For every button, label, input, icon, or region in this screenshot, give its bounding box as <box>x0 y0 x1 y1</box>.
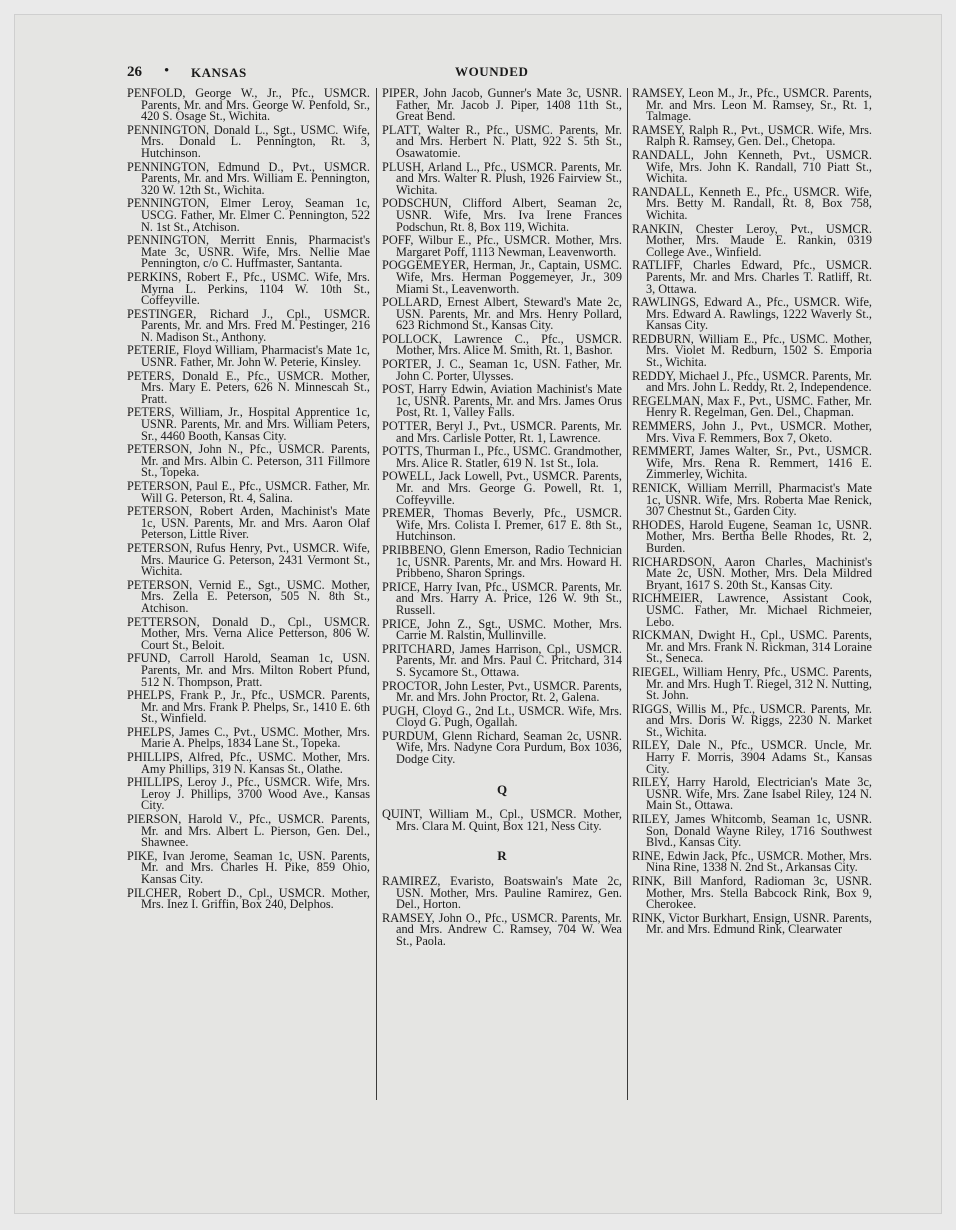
page-number: 26 <box>127 64 142 80</box>
casualty-entry: PETERSON, Rufus Henry, Pvt., USMCR. Wife, Mrs. Maurice G. Peterson, 2431 Vermont St., Wichita. <box>127 540 370 579</box>
casualty-entry: PRIBBENO, Glenn Emerson, Radio Technician 1c, USNR. Parents, Mr. and Mrs. Howard H. Pribbeno, Sharon Springs. <box>382 542 622 581</box>
casualty-entry: PILCHER, Robert D., Cpl., USMCR. Mother, Mrs. Inez I. Griffin, Box 240, Delphos. <box>127 885 370 912</box>
casualty-entry: RHODES, Harold Eugene, Seaman 1c, USNR. Mother, Mrs. Bertha Belle Rhodes, Rt. 2, Burden. <box>632 517 872 555</box>
casualty-entry: POTTS, Thurman I., Pfc., USMC. Grandmother, Mrs. Alice R. Statler, 619 N. 1st St., Iola. <box>382 444 622 470</box>
casualty-entry: RANKIN, Chester Leroy, Pvt., USMCR. Mother, Mrs. Maude E. Rankin, 0319 College Ave., Winfield. <box>632 221 872 259</box>
casualty-entry: PFUND, Carroll Harold, Seaman 1c, USN. Parents, Mr. and Mrs. Milton Robert Pfund, 512 N. Thompson, Pratt. <box>127 651 370 689</box>
casualty-entry: PRICE, Harry Ivan, Pfc., USMCR. Parents, Mr. and Mrs. Harry A. Price, 126 W. 9th St., Russell. <box>382 579 622 617</box>
casualty-entry: REDDY, Michael J., Pfc., USMCR. Parents, Mr. and Mrs. John L. Reddy, Rt. 2, Independence. <box>632 368 872 395</box>
column-divider <box>376 88 377 1100</box>
casualty-entry: RINK, Bill Manford, Radioman 3c, USNR. Mother, Mrs. Stella Babcock Rink, Box 9, Cherokee. <box>632 874 872 912</box>
casualty-entry: PETERSON, Paul E., Pfc., USMCR. Father, Mr. Will G. Peterson, Rt. 4, Salina. <box>127 479 370 505</box>
casualty-entry: PENNINGTON, Elmer Leroy, Seaman 1c, USCG. Father, Mr. Elmer C. Pennington, 522 N. 1st St., Atchison. <box>127 196 370 234</box>
casualty-entry: PERKINS, Robert F., Pfc., USMC. Wife, Mrs. Myrna L. Perkins, 1104 W. 10th St., Coffeyville. <box>127 269 370 308</box>
casualty-entry: PESTINGER, Richard J., Cpl., USMCR. Parents, Mr. and Mrs. Fred M. Pestinger, 216 N. Madison St., Anthony. <box>127 306 370 344</box>
casualty-entry: RAMIREZ, Evaristo, Boatswain's Mate 2c, USN. Mother, Mrs. Pauline Ramirez, Gen. Del., Horton. <box>382 874 622 912</box>
casualty-entry: RINK, Victor Burkhart, Ensign, USNR. Parents, Mr. and Mrs. Edmund Rink, Clearwater <box>632 910 872 937</box>
casualty-entry: POST, Harry Edwin, Aviation Machinist's Mate 1c, USNR. Parents, Mr. and Mrs. James Orus Post, Rt. 1, Valley Falls. <box>382 382 622 420</box>
casualty-entry: PHILLIPS, Alfred, Pfc., USMC. Mother, Mrs. Amy Phillips, 319 N. Kansas St., Olathe. <box>127 750 370 776</box>
casualty-entry: RILEY, James Whitcomb, Seaman 1c, USNR. Son, Donald Wayne Riley, 1716 Southwest Blvd., Kansas City. <box>632 812 872 850</box>
casualty-entry: PIKE, Ivan Jerome, Seaman 1c, USN. Parents, Mr. and Mrs. Charles H. Pike, 859 Ohio, Kansas City. <box>127 848 370 886</box>
casualty-entry: PHELPS, James C., Pvt., USMC. Mother, Mrs. Marie A. Phelps, 1834 Lane St., Topeka. <box>127 724 370 751</box>
casualty-entry: PETERSON, John N., Pfc., USMCR. Parents, Mr. and Mrs. Albin C. Peterson, 311 Fillmore St., Topeka. <box>127 442 370 480</box>
casualty-entry: PETTERSON, Donald D., Cpl., USMCR. Mother, Mrs. Verna Alice Petterson, 806 W. Court St., Beloit. <box>127 614 370 652</box>
casualty-entry: QUINT, William M., Cpl., USMCR. Mother, Mrs. Clara M. Quint, Box 121, Ness City. <box>382 807 622 833</box>
casualty-entry: RANDALL, John Kenneth, Pvt., USMCR. Wife, Mrs. John K. Randall, 710 Piatt St., Wichita. <box>632 147 872 186</box>
casualty-entry: PLUSH, Arland L., Pfc., USMCR. Parents, Mr. and Mrs. Walter R. Plush, 1926 Fairview St., Wichita. <box>382 159 622 197</box>
casualty-entry: RAMSEY, Ralph R., Pvt., USMCR. Wife, Mrs. Ralph R. Ramsey, Gen. Del., Chetopa. <box>632 122 872 149</box>
casualty-entry: POFF, Wilbur E., Pfc., USMCR. Mother, Mrs. Margaret Poff, 1113 Newman, Leavenworth. <box>382 233 622 259</box>
casualty-entry: RICHARDSON, Aaron Charles, Machinist's Mate 2c, USN. Mother, Mrs. Dela Mildred Bryant, 1617 S. 20th St., Kansas City. <box>632 554 872 592</box>
casualty-entry: PIPER, John Jacob, Gunner's Mate 3c, USNR. Father, Mr. Jacob J. Piper, 1408 11th St., Great Bend. <box>382 88 622 124</box>
casualty-entry: PLATT, Walter R., Pfc., USMC. Parents, Mr. and Mrs. Herbert N. Platt, 922 S. 5th St., Osawatomie. <box>382 122 622 160</box>
casualty-entry: REDBURN, William E., Pfc., USMC. Mother, Mrs. Violet M. Redburn, 1502 S. Emporia St., Wichita. <box>632 331 872 370</box>
casualty-entry: PENFOLD, George W., Jr., Pfc., USMCR. Parents, Mr. and Mrs. George W. Penfold, Sr., 420 S. Osage St., Wichita. <box>127 88 370 124</box>
casualty-entry: REMMERT, James Walter, Sr., Pvt., USMCR. Wife, Mrs. Rena R. Remmert, 1416 E. Zimmerley, Wichita. <box>632 444 872 482</box>
state-title: KANSAS <box>191 65 247 80</box>
casualty-entry: PREMER, Thomas Beverly, Pfc., USMCR. Wife, Mrs. Colista I. Premer, 617 E. 8th St., Hutchinson. <box>382 506 622 544</box>
column-left <box>127 88 370 1103</box>
casualty-entry: POTTER, Beryl J., Pvt., USMCR. Parents, Mr. and Mrs. Carlisle Potter, Rt. 1, Lawrence. <box>382 419 622 445</box>
section-letter-q: Q <box>496 781 508 797</box>
casualty-entry: PROCTOR, John Lester, Pvt., USMCR. Parents, Mr. and Mrs. John Proctor, Rt. 2, Galena. <box>382 678 622 705</box>
casualty-entry: PETERS, William, Jr., Hospital Apprentice 1c, USNR. Parents, Mr. and Mrs. William Peters, Sr., 4460 Booth, Kansas City. <box>127 405 370 443</box>
casualty-entry: RIGGS, Willis M., Pfc., USMCR. Parents, Mr. and Mrs. Doris W. Riggs, 2230 N. Market St., Wichita. <box>632 701 872 739</box>
casualty-entry: POWELL, Jack Lowell, Pvt., USMCR. Parents, Mr. and Mrs. George G. Powell, Rt. 1, Coffeyville. <box>382 469 622 507</box>
casualty-entry: PETERIE, Floyd William, Pharmacist's Mate 1c, USNR. Father, Mr. John W. Peterie, Kinsley. <box>127 343 370 370</box>
casualty-entry: REMMERS, John J., Pvt., USMCR. Mother, Mrs. Viva F. Remmers, Box 7, Oketo. <box>632 419 872 445</box>
casualty-entry: RICHMEIER, Lawrence, Assistant Cook, USMC. Father, Mr. Michael Richmeier, Lebo. <box>632 591 872 629</box>
casualty-entry: RAMSEY, Leon M., Jr., Pfc., USMCR. Parents, Mr. and Mrs. Leon M. Ramsey, Sr., Rt. 1, Talmage. <box>632 88 872 124</box>
column-right <box>632 88 872 1103</box>
casualty-entry: PRICE, John Z., Sgt., USMC. Mother, Mrs. Carrie M. Ralstin, Mullinville. <box>382 616 622 643</box>
casualty-entry: PETERS, Donald E., Pfc., USMCR. Mother, Mrs. Mary E. Peters, 626 N. Minnescah St., Pratt. <box>127 368 370 406</box>
casualty-entry: POLLARD, Ernest Albert, Steward's Mate 2c, USN. Parents, Mr. and Mrs. Henry Pollard, 623 Richmond St., Kansas City. <box>382 295 622 333</box>
casualty-entry: PENNINGTON, Edmund D., Pvt., USMCR. Parents, Mr. and Mrs. William E. Pennington, 320 W. 12th St., Wichita. <box>127 159 370 197</box>
column-middle <box>382 88 622 1103</box>
casualty-entry: RINE, Edwin Jack, Pfc., USMCR. Mother, Mrs. Nina Rine, 1338 N. 2nd St., Arkansas City. <box>632 848 872 875</box>
section-title: WOUNDED <box>455 64 529 79</box>
bullet-separator: • <box>164 63 170 79</box>
casualty-entry: PIERSON, Harold V., Pfc., USMCR. Parents, Mr. and Mrs. Albert L. Pierson, Gen. Del., Shawnee. <box>127 812 370 850</box>
casualty-entry: PHELPS, Frank P., Jr., Pfc., USMCR. Parents, Mr. and Mrs. Frank P. Phelps, Sr., 1410 E. 6th St., Winfield. <box>127 688 370 726</box>
casualty-entry: PRITCHARD, James Harrison, Cpl., USMCR. Parents, Mr. and Mrs. Paul C. Pritchard, 314 S. Sycamore St., Ottawa. <box>382 641 622 679</box>
column-divider <box>627 88 628 1100</box>
casualty-entry: PETERSON, Vernid E., Sgt., USMC. Mother, Mrs. Zella E. Peterson, 505 N. 8th St., Atchison. <box>127 577 370 615</box>
casualty-entry: RAWLINGS, Edward A., Pfc., USMCR. Wife, Mrs. Edward A. Rawlings, 1222 Waverly St., Kansas City. <box>632 295 872 333</box>
casualty-entry: RIEGEL, William Henry, Pfc., USMC. Parents, Mr. and Mrs. Hugh T. Riegel, 312 N. Nutting, St. John. <box>632 664 872 703</box>
casualty-entry: REGELMAN, Max F., Pvt., USMC. Father, Mr. Henry R. Regelman, Gen. Del., Chapman. <box>632 393 872 420</box>
page-header <box>127 64 867 84</box>
casualty-entry: RILEY, Dale N., Pfc., USMCR. Uncle, Mr. Harry F. Morris, 3904 Adams St., Kansas City. <box>632 738 872 776</box>
casualty-entry: RICKMAN, Dwight H., Cpl., USMC. Parents, Mr. and Mrs. Frank N. Rickman, 314 Loraine St., Seneca. <box>632 628 872 666</box>
casualty-entry: RILEY, Harry Harold, Electrician's Mate 3c, USNR. Wife, Mrs. Zane Isabel Riley, 124 N. Main St., Ottawa. <box>632 775 872 813</box>
casualty-entry: PETERSON, Robert Arden, Machinist's Mate 1c, USN. Parents, Mr. and Mrs. Aaron Olaf Peterson, Little River. <box>127 504 370 542</box>
section-letter-r: R <box>497 848 507 864</box>
casualty-entry: POLLOCK, Lawrence C., Pfc., USMCR. Mother, Mrs. Alice M. Smith, Rt. 1, Bashor. <box>382 331 622 358</box>
casualty-entry: PORTER, J. C., Seaman 1c, USN. Father, Mr. John C. Porter, Ulysses. <box>382 357 622 383</box>
casualty-entry: PODSCHUN, Clifford Albert, Seaman 2c, USNR. Wife, Mrs. Iva Irene Frances Podschun, Rt. 8, Box 119, Wichita. <box>382 196 622 234</box>
casualty-entry: RANDALL, Kenneth E., Pfc., USMCR. Wife, Mrs. Betty M. Randall, Rt. 8, Box 758, Wichita. <box>632 184 872 222</box>
casualty-entry: PURDUM, Glenn Richard, Seaman 2c, USNR. Wife, Mrs. Nadyne Cora Purdum, Box 1036, Dodge City. <box>382 728 622 767</box>
casualty-entry: PENNINGTON, Donald L., Sgt., USMC. Wife, Mrs. Donald L. Pennington, Rt. 3, Hutchinson. <box>127 122 370 160</box>
casualty-entry: RATLIFF, Charles Edward, Pfc., USMCR. Parents, Mr. and Mrs. Charles T. Ratliff, Rt. 3, Ottawa. <box>632 258 872 296</box>
casualty-entry: RAMSEY, John O., Pfc., USMCR. Parents, Mr. and Mrs. Andrew C. Ramsey, 704 W. Wea St., Paola. <box>382 910 622 948</box>
casualty-entry: PENNINGTON, Merritt Ennis, Pharmacist's Mate 3c, USNR. Wife, Mrs. Nellie Mae Pennington, c/o C. Huffmaster, Santanta. <box>127 233 370 271</box>
casualty-entry: PUGH, Cloyd G., 2nd Lt., USMCR. Wife, Mrs. Cloyd G. Pugh, Ogallah. <box>382 703 622 730</box>
casualty-entry: RENICK, William Merrill, Pharmacist's Mate 1c, USNR. Wife, Mrs. Roberta Mae Renick, 307 Chestnut St., Garden City. <box>632 481 872 519</box>
casualty-entry: PHILLIPS, Leroy J., Pfc., USMCR. Wife, Mrs. Leroy J. Phillips, 3700 Wood Ave., Kansas City. <box>127 775 370 813</box>
casualty-entry: POGGEMEYER, Herman, Jr., Captain, USMC. Wife, Mrs. Herman Poggemeyer, Jr., 309 Miami St., Leavenworth. <box>382 258 622 296</box>
